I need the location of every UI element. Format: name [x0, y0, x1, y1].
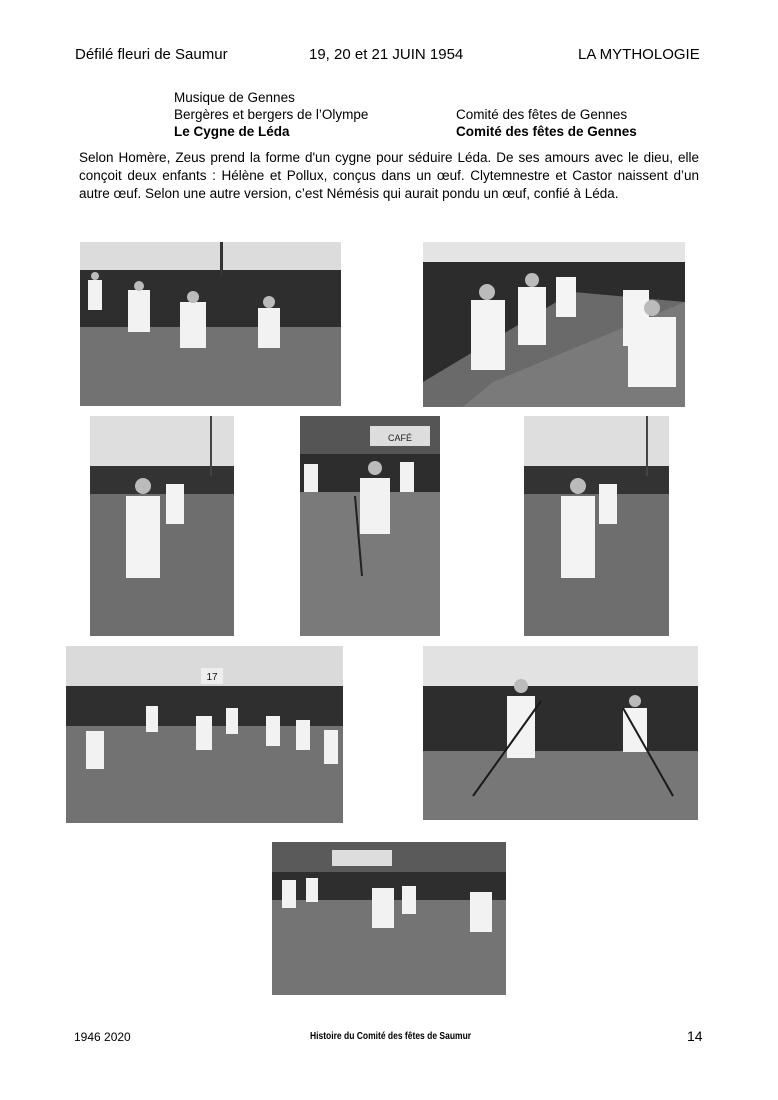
description-paragraph: Selon Homère, Zeus prend la forme d'un cygne pour séduire Léda. De ses amours avec le dieu, elle conçoit deux enfants : Hélène et Pollux, conçus dans un œuf. Clytemnestre et Castor naissent d’un autre œuf. Selon une autre version, c’est Némésis qui aurait pondu un œuf, confié à Léda. [79, 150, 699, 201]
parade-photo [80, 242, 341, 406]
parade-photo [90, 416, 234, 636]
parade-photo [272, 842, 506, 995]
footer-title: Histoire du Comité des fêtes de Saumur [310, 1031, 472, 1042]
header-date: 19, 20 et 21 JUIN 1954 [309, 46, 464, 63]
parade-photo [300, 416, 440, 636]
parade-photo [423, 646, 698, 820]
credit-title: Le Cygne de Léda [174, 124, 290, 139]
credit-committee: Comité des fêtes de Gennes [456, 107, 628, 122]
cafe-sign: CAFÉ [387, 433, 413, 443]
credit-music: Musique de Gennes [174, 90, 295, 105]
page-number: 14 [687, 1028, 703, 1044]
credit-committee-bold: Comité des fêtes de Gennes [456, 124, 637, 139]
parade-photo [423, 242, 685, 407]
header-right: LA MYTHOLOGIE [578, 46, 700, 63]
header-left: Défilé fleuri de Saumur [75, 46, 228, 63]
number-sign: 17 [206, 672, 218, 683]
parade-photo [66, 646, 343, 823]
parade-photo [524, 416, 669, 636]
footer-years: 1946 2020 [74, 1030, 131, 1044]
credit-group: Bergères et bergers de l’Olympe [174, 107, 369, 122]
